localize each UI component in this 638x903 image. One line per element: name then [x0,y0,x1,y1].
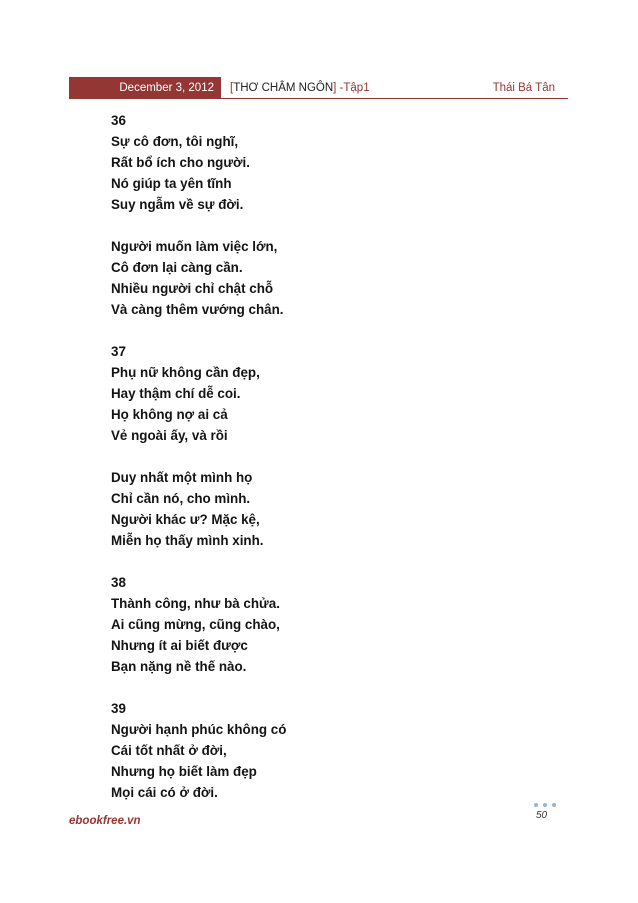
poem-number: 38 [111,575,126,590]
poem-stanza [111,341,286,446]
poem-line: Hay thậm chí dễ coi. [111,386,241,401]
header-bracket-open: [ [230,82,234,94]
poem-line: Mọi cái có ở đời. [111,785,218,800]
header-author: Thái Bá Tân [492,82,555,94]
poem-line: Vẻ ngoài ấy, và rồi [111,428,228,443]
poem-line: Bạn nặng nề thế nào. [111,659,247,674]
poem-line: Phụ nữ không cần đẹp, [111,365,260,380]
poem-line: Miễn họ thấy mình xinh. [111,533,264,548]
poem-number: 37 [111,344,126,359]
header-volume: -Tập1 [336,82,370,94]
poem-number: 36 [111,113,126,128]
poem-line: Nó giúp ta yên tĩnh [111,176,232,191]
poem-line: Người hạnh phúc không có [111,722,287,737]
poem-stanza [111,467,286,551]
poem-line: Người muốn làm việc lớn, [111,239,278,254]
poem-number: 39 [111,701,126,716]
poem-line: Suy ngẫm về sự đời. [111,197,244,212]
header-book-title [230,77,370,99]
poem-stanza [111,572,286,677]
poem-line: Nhiều người chỉ chật chỗ [111,281,274,296]
poem-line: Cái tốt nhất ở đời, [111,743,227,758]
poem-line: Sự cô đơn, tôi nghĩ, [111,134,239,149]
poem-line: Duy nhất một mình họ [111,470,253,485]
poem-line: Và càng thêm vướng chân. [111,302,284,317]
poem-stanza [111,110,286,215]
poem-line: Ai cũng mừng, cũng chào, [111,617,280,632]
poem-line: Chỉ cần nó, cho mình. [111,491,251,506]
poem-line: Họ không nợ ai cả [111,407,228,422]
poem-stanza [111,698,286,803]
poem-line: Cô đơn lại càng cần. [111,260,243,275]
poem-body [111,110,286,824]
page-dots-ornament [534,803,556,809]
poem-line: Nhưng họ biết làm đẹp [111,764,257,779]
page-header [69,77,568,99]
poem-stanza [111,236,286,320]
poem-line: Thành công, như bà chửa. [111,596,280,611]
header-title-text: THƠ CHÂM NGÔN [233,82,334,94]
poem-line: Nhưng ít ai biết được [111,638,248,653]
poem-line: Người khác ư? Mặc kệ, [111,512,260,527]
page-number: 50 [536,810,548,821]
header-bracket-close: ] [333,82,337,94]
poem-line: Rất bổ ích cho người. [111,155,250,170]
site-link[interactable]: ebookfree.vn [69,815,141,827]
header-date: December 3, 2012 [69,77,221,99]
